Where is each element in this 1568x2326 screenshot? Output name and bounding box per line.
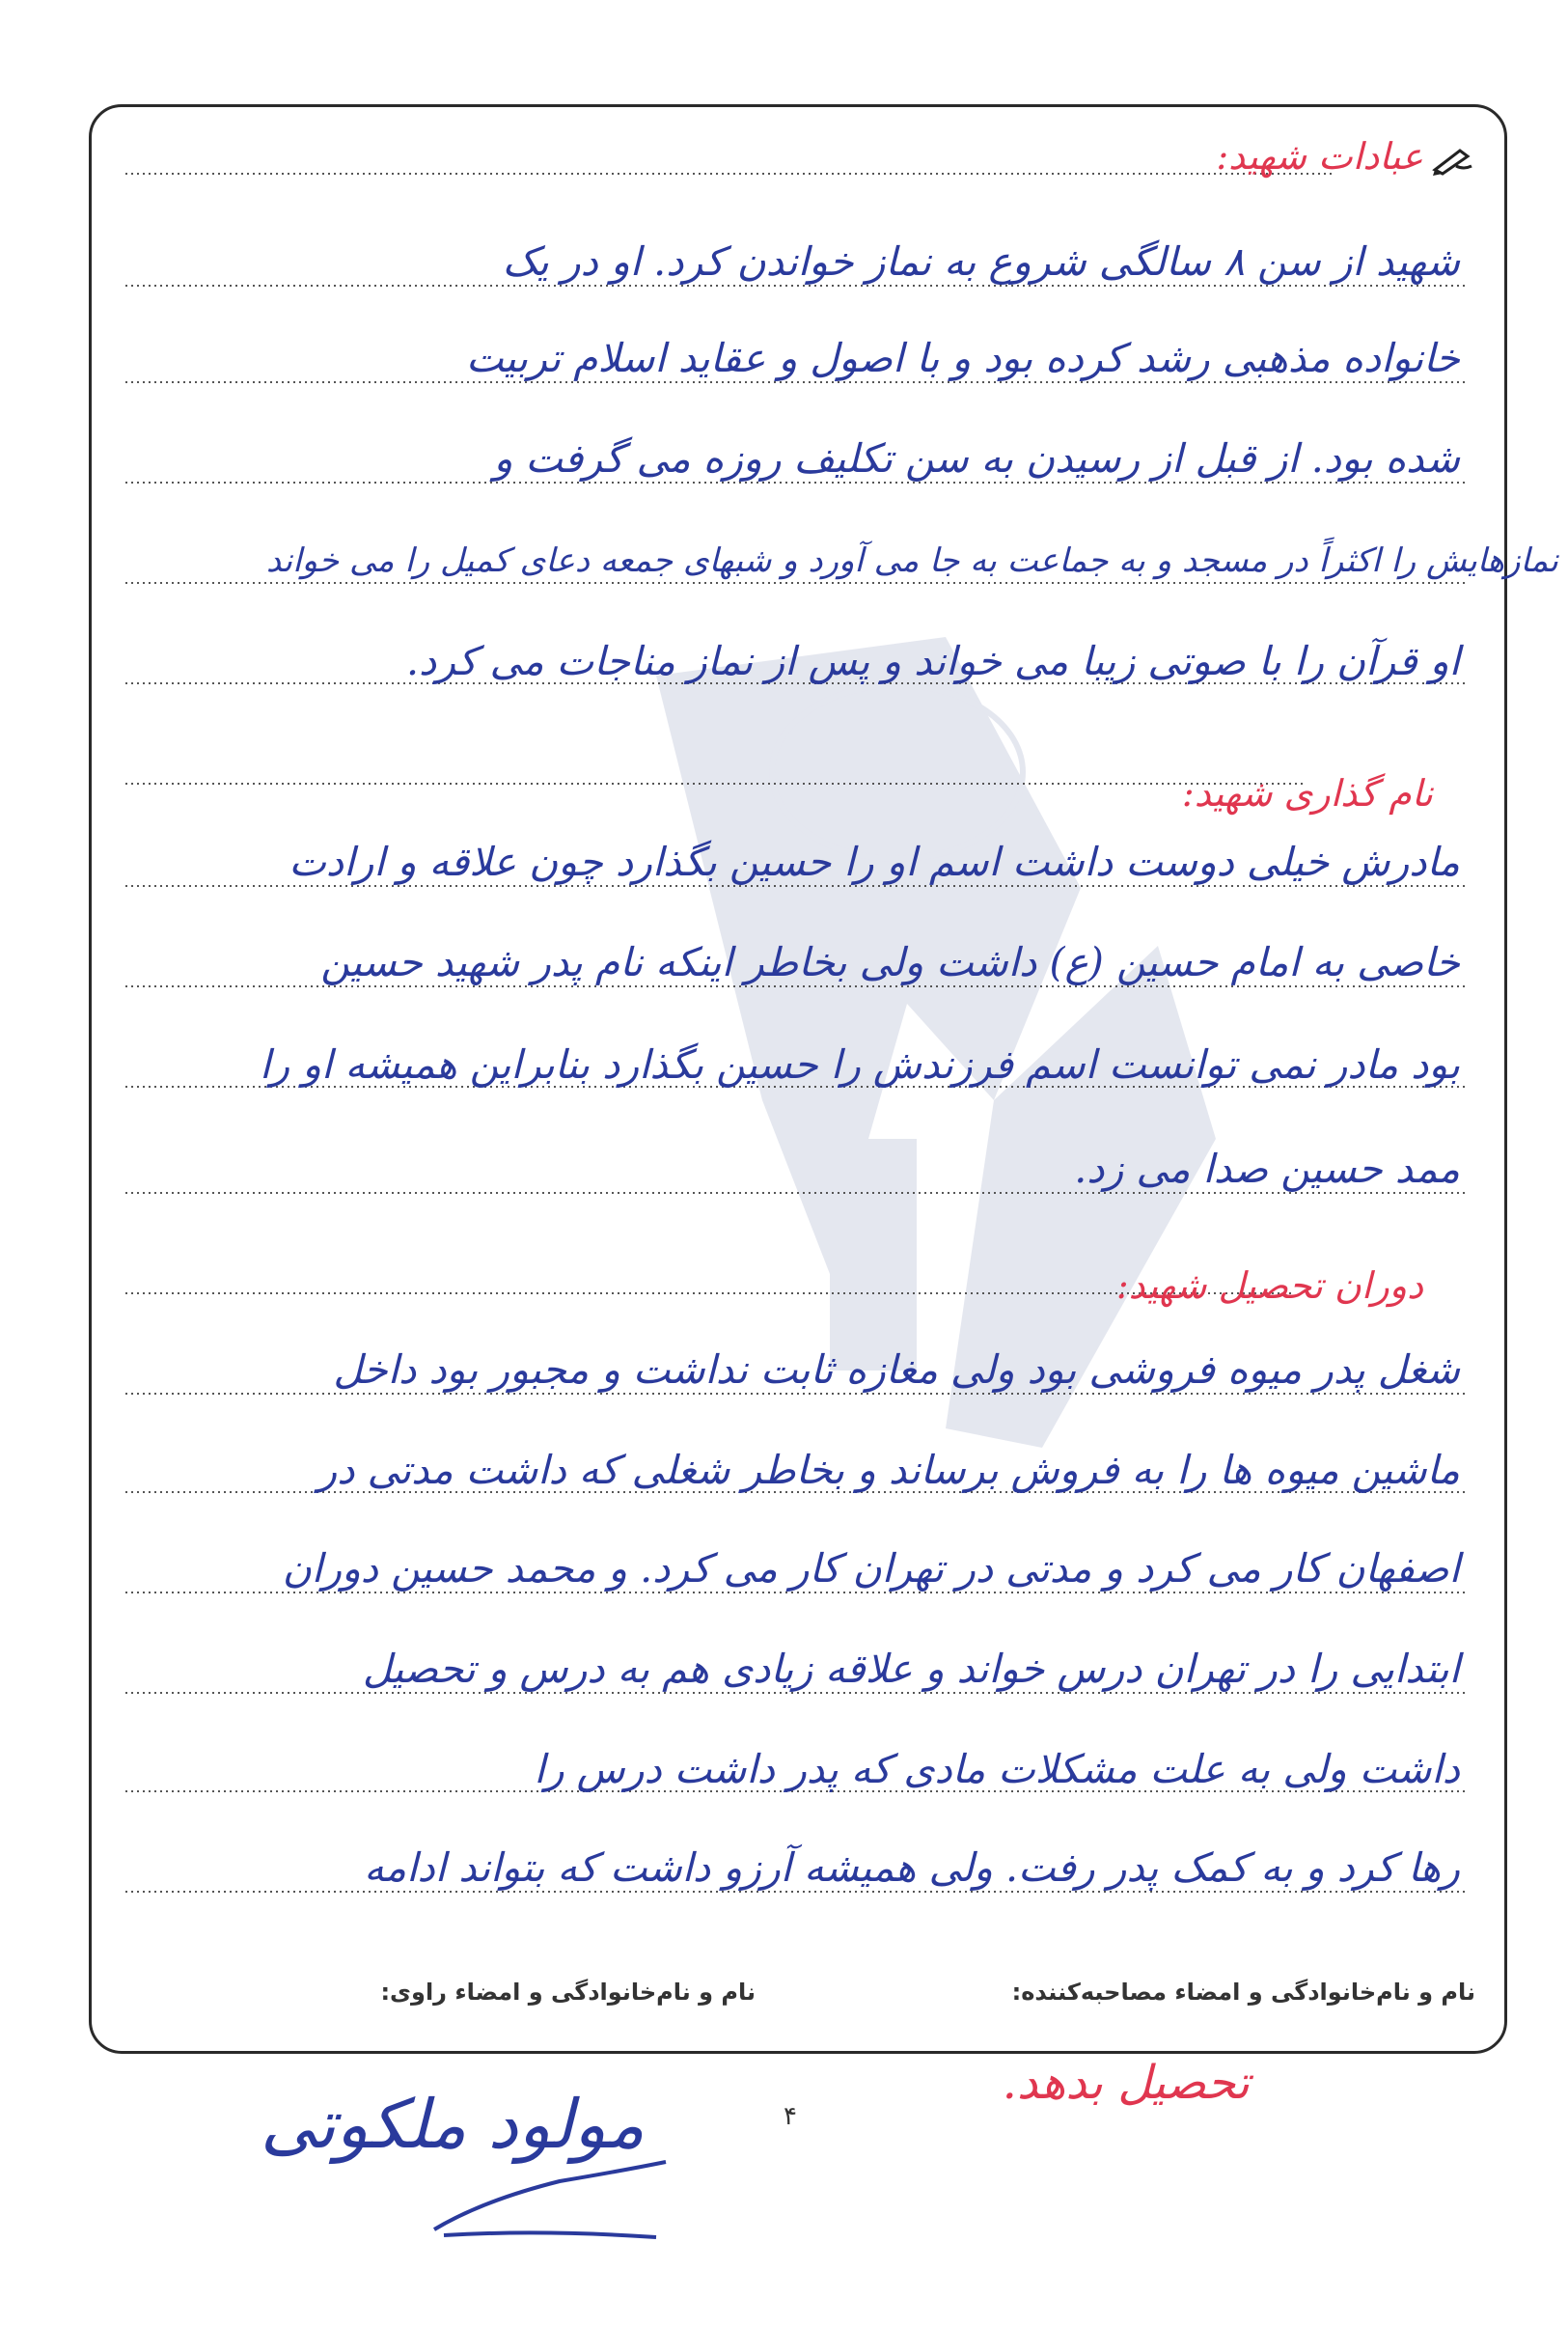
- text-line: او قرآن را با صوتی زیبا می خواند و پس از نماز مناجات می کرد.: [405, 638, 1460, 684]
- heading-education: دوران تحصیل شهید:: [1115, 1264, 1423, 1307]
- text-line: ماشین میوه ها را به فروش برساند و بخاطر شغلی که داشت مدتی در: [317, 1447, 1460, 1493]
- heading-naming: نام گذاری شهید:: [1181, 772, 1433, 815]
- text-line: شهید از سن ۸ سالگی شروع به نماز خواندن کرد. او در یک: [502, 238, 1460, 285]
- pen-icon: [1431, 145, 1473, 178]
- text-line: داشت ولی به علت مشکلات مادی که پدر داشت درس را: [534, 1746, 1460, 1792]
- text-line: مادرش خیلی دوست داشت اسم او را حسین بگذارد چون علاقه و ارادت: [289, 839, 1460, 885]
- heading-worship: عبادات شهید:: [1216, 135, 1423, 178]
- page-number: ۴: [784, 2102, 797, 2131]
- narrator-signature: مولود ملکوتی: [261, 2085, 645, 2164]
- continuation-text: تحصیل بدهد.: [1002, 2056, 1250, 2110]
- text-line: نمازهایش را اکثراً در مسجد و به جماعت به جا می آورد و شبهای جمعه دعای کمیل را می خواند: [265, 541, 1558, 580]
- text-line: شغل پدر میوه فروشی بود ولی مغازه ثابت نداشت و مجبور بود داخل: [333, 1346, 1460, 1393]
- text-line: رها کرد و به کمک پدر رفت. ولی همیشه آرزو داشت که بتواند ادامه: [364, 1844, 1460, 1891]
- interviewer-label: نام و نام‌خانوادگی و امضاء مصاحبه‌کننده:: [1011, 1979, 1475, 2006]
- text-line: اصفهان کار می کرد و مدتی در تهران کار می کرد. و محمد حسین دوران: [282, 1545, 1460, 1592]
- text-line: خاصی به امام حسین (ع) داشت ولی بخاطر اینکه نام پدر شهید حسین: [320, 939, 1460, 985]
- signature-stroke: [425, 2152, 714, 2249]
- narrator-label: نام و نام‌خانوادگی و امضاء راوی:: [380, 1979, 756, 2006]
- text-line: شده بود. از قبل از رسیدن به سن تکلیف روزه می گرفت و: [493, 435, 1460, 482]
- text-line: ممد حسین صدا می زد.: [1074, 1146, 1460, 1192]
- text-line: خانواده مذهبی رشد کرده بود و با اصول و عقاید اسلام تربیت: [466, 335, 1460, 381]
- text-line: ابتدایی را در تهران درس خواند و علاقه زیادی هم به درس و تحصیل: [362, 1646, 1460, 1692]
- text-line: بود مادر نمی توانست اسم فرزندش را حسین بگذارد بنابراین همیشه او را: [260, 1041, 1460, 1088]
